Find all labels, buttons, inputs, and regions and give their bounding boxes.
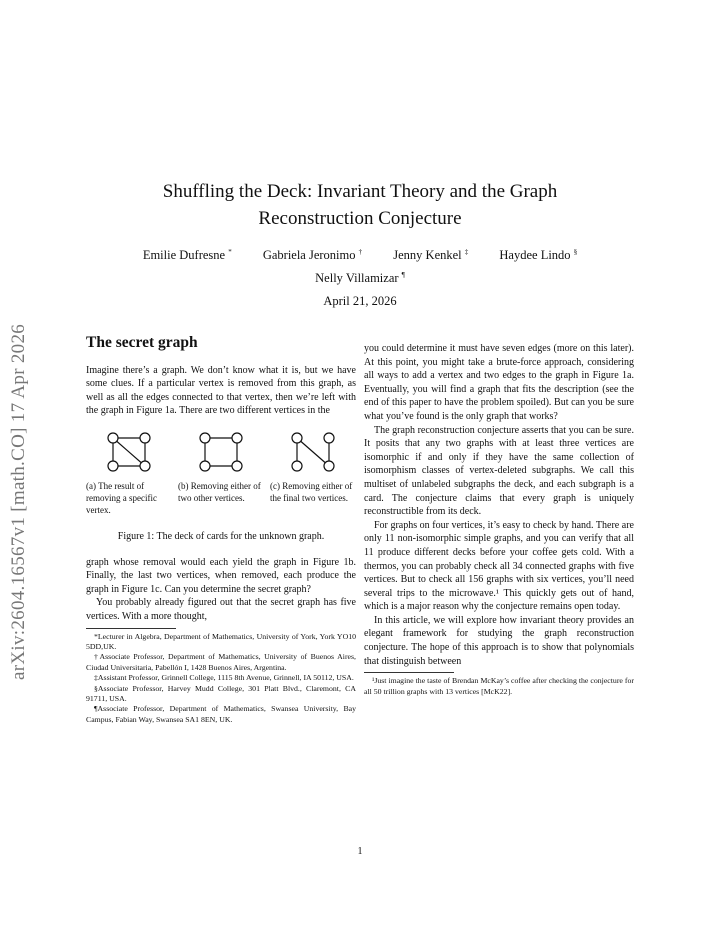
author-list <box>0 242 720 288</box>
footnote: *Lecturer in Algebra, Department of Mathematics, University of York, York YO10 5DD,UK. <box>86 631 356 651</box>
paragraph: graph whose removal would each yield the graph in Figure 1b. Finally, the last two vertices, when removed, each produce the graph in Figure 1c. Can you determine the secret graph? <box>86 556 356 595</box>
title-line-2: Reconstruction Conjecture <box>258 208 462 229</box>
author: Gabriela Jeronimo † <box>262 248 363 263</box>
section-title: The secret graph <box>86 334 198 351</box>
footnote-rule <box>86 628 176 629</box>
paragraph: you could determine it must have seven edges (more on this later). At this point, you might take a brute-force approach, considering all ways to add a vertex and two edges to the graph in Figure 1a. Eventually, you will find a graph that fits the description (see the end of this paper to have the problem spoiled). But can you be sure what you’ve found is the only graph that works? <box>364 343 634 422</box>
author: Nelly Villamizar ¶ <box>315 271 405 286</box>
footnote: §Associate Professor, Harvey Mudd College, 301 Platt Blvd., Claremont, CA 91711, USA. <box>86 683 356 703</box>
paragraph: In this article, we will explore how invariant theory provides an elegant framework for studying the graph reconstruction conjecture. The hope of this approach is to show that polynomials that distinguish between <box>364 614 634 667</box>
subcaption-c: (c) Removing either of the final two vertices. <box>270 480 353 503</box>
footnote: ¹Just imagine the taste of Brendan McKay’s coffee after checking the conjecture for all 50 trillion graphs with 13 vertices [McK22]. <box>364 676 634 696</box>
subcaption-a: (a) The result of removing a specific vertex. <box>86 480 157 515</box>
paragraph: Imagine there’s a graph. We don’t know what it is, but we have some clues. If a particular vertex is removed from this graph, as well as all the edges connected to that vertex, then we’re left with the graph in Figure 1a. There are two different vertices in the <box>86 364 356 417</box>
figure-1 <box>86 430 356 516</box>
subfigure-b <box>178 430 264 516</box>
arxiv-sidebar-id: arXiv:2604.16567v1 [math.CO] 17 Apr 2026 <box>8 323 29 680</box>
footnote-rule <box>364 672 454 673</box>
graph-a-icon <box>105 430 153 474</box>
paper-title <box>0 178 720 232</box>
paragraph: For graphs on four vertices, it’s easy to check by hand. There are only 11 non-isomorphic simple graphs, and you can verify that all 11 produce different decks before your coffee gets cold. With a thermos, you can probably check all 34 connected graphs with five vertices. But to check all 156 graphs with six vertices, you’ll need several trips to the microwave.¹ This quickly gets out of hand, which is a major reason why the conjecture remains open today. <box>364 519 634 613</box>
author: Jenny Kenkel ‡ <box>393 248 469 263</box>
figure-caption: Figure 1: The deck of cards for the unknown graph. <box>117 530 325 542</box>
paragraph: The graph reconstruction conjecture asserts that you can be sure. It posits that any two graphs with at least three vertices are isomorphic if and only if they have the same collection of isomorphism classes of vertex-deleted subgraphs. We call this multiset of unlabeled subgraphs the deck, and each subgraph is a card. The conjecture claims that every graph is uniquely reconstructible from its deck. <box>364 424 634 518</box>
footnote: †Associate Professor, Department of Mathematics, University of Buenos Aires, Ciudad Universitaria, Pabellón I, 1428 Buenos Aires, Argentina. <box>86 652 356 672</box>
author: Emilie Dufresne * <box>142 248 232 263</box>
left-column <box>86 336 356 725</box>
footnote: ¶Associate Professor, Department of Mathematics, Swansea University, Bay Campus, Fabian Way, Swansea SA1 8EN, UK. <box>86 704 356 724</box>
author: Haydee Lindo § <box>499 248 578 263</box>
graph-b-icon <box>197 430 245 474</box>
page-number: 1 <box>357 846 363 857</box>
subfigure-c <box>270 430 356 516</box>
graph-c-icon <box>289 430 337 474</box>
right-column <box>364 342 634 697</box>
paper-date: April 21, 2026 <box>323 294 397 308</box>
subcaption-b: (b) Removing either of two other vertices. <box>178 480 261 503</box>
footnote: ‡Assistant Professor, Grinnell College, 1115 8th Avenue, Grinnell, IA 50112, USA. <box>94 673 354 683</box>
title-line-1: Shuffling the Deck: Invariant Theory and the Graph <box>162 181 558 202</box>
subfigure-a <box>86 430 172 516</box>
paragraph: You probably already figured out that the secret graph has five vertices. With a more thought, <box>86 597 356 622</box>
